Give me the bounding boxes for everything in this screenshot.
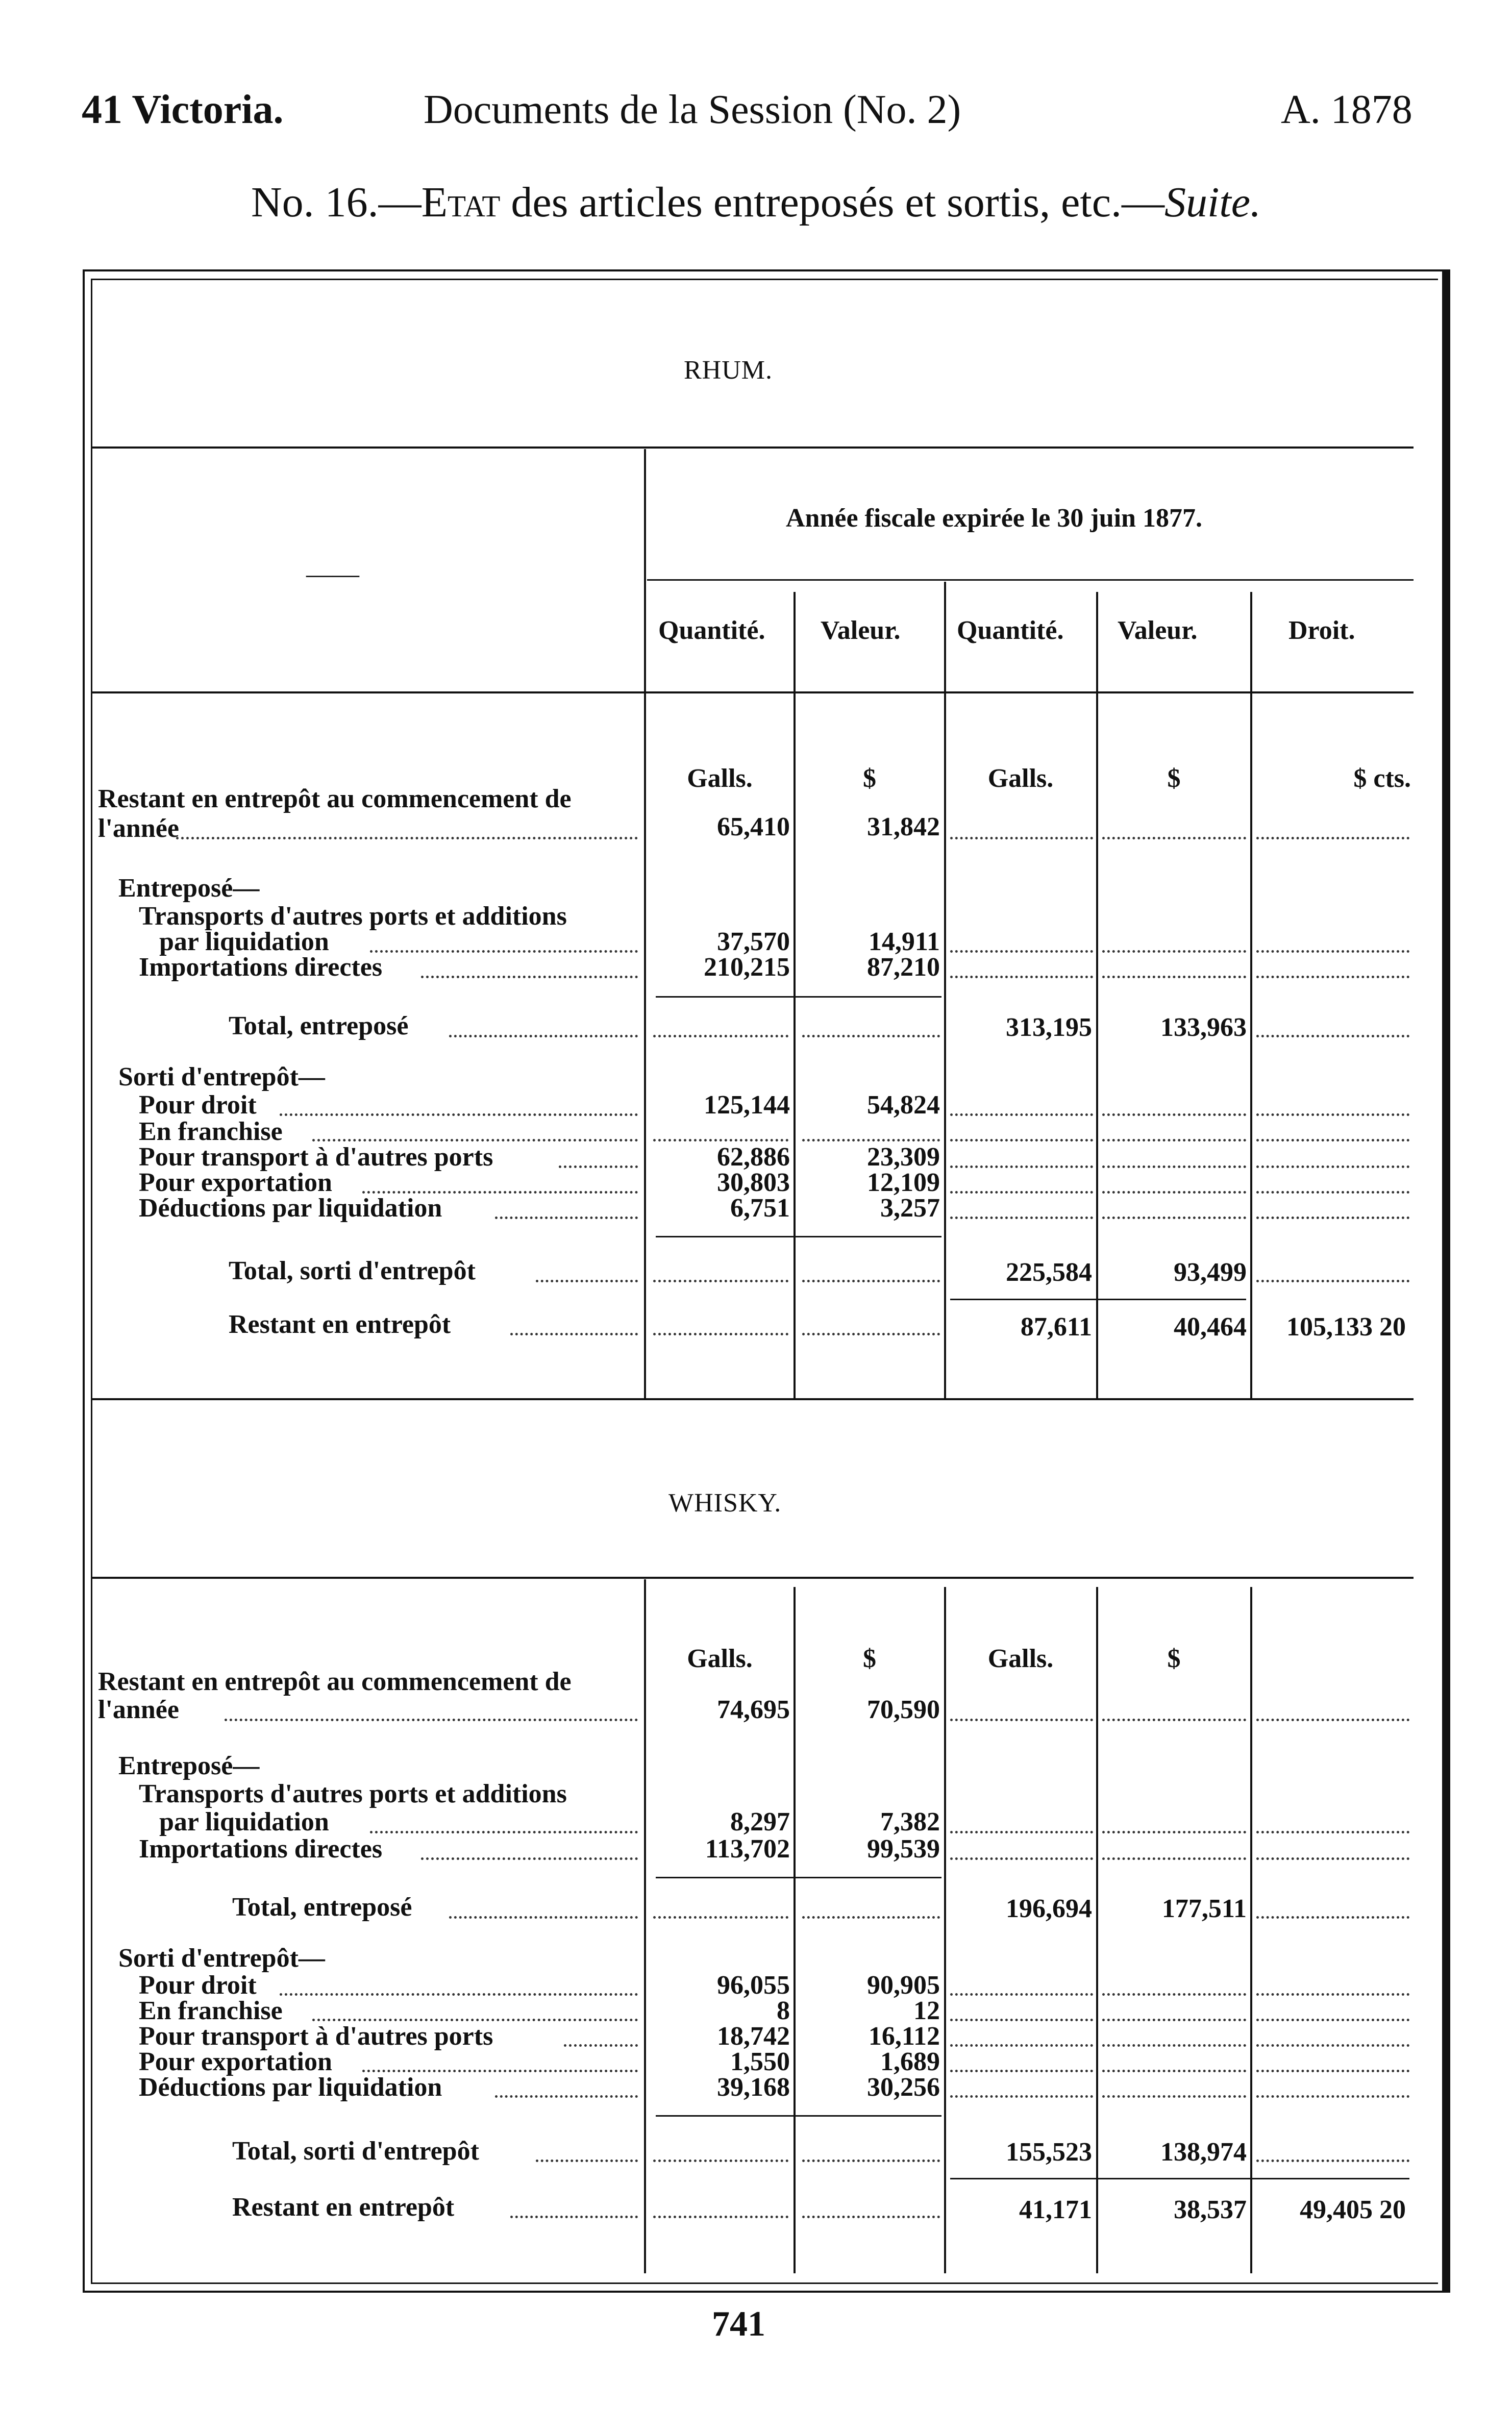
leader-dots	[950, 1719, 1093, 1721]
leader-dots	[1256, 2019, 1409, 2021]
rhum-pour-droit-val: 54,824	[867, 1090, 940, 1120]
rhum-total-entrepose-val: 133,963	[1160, 1013, 1247, 1042]
rhum-transports-qty: 37,570	[717, 927, 790, 956]
header-right: A. 1878	[1281, 87, 1412, 132]
leader-dots	[1256, 1113, 1409, 1116]
rhum-entrepose: Entreposé—	[118, 874, 260, 903]
leader-dots	[802, 1139, 940, 1141]
rhum-importations: Importations directes	[139, 953, 383, 982]
rule	[644, 1579, 646, 2273]
whisky-transport-qty: 18,742	[717, 2022, 790, 2051]
whisky-restant: Restant en entrepôt	[232, 2193, 455, 2222]
page-title	[0, 181, 1512, 224]
leader-dots	[495, 1217, 638, 1219]
whisky-unit-galls-1: Galls.	[687, 1644, 753, 1673]
leader-dots	[1102, 1857, 1246, 1860]
whisky-restant-qty: 41,171	[1019, 2195, 1092, 2224]
leader-dots	[653, 1916, 788, 1919]
rhum-transport: Pour transport à d'autres ports	[139, 1143, 493, 1172]
rule	[794, 1587, 796, 2273]
leader-dots	[1102, 837, 1246, 839]
rhum-deductions-qty: 6,751	[730, 1194, 790, 1223]
col-valeur-1: Valeur.	[821, 616, 901, 645]
rhum-total-sorti: Total, sorti d'entrepôt	[229, 1256, 476, 1285]
rhum-restant-droit: 105,133 20	[1286, 1312, 1406, 1342]
rule	[944, 582, 946, 1398]
whisky-restant-debut-l1: Restant en entrepôt au commencement de	[98, 1667, 572, 1696]
leader-dots	[312, 2019, 638, 2021]
rule	[794, 592, 796, 1398]
leader-dots	[421, 976, 638, 978]
leader-dots	[1256, 2070, 1409, 2072]
leader-dots	[1256, 1217, 1409, 1219]
leader-dots	[653, 1333, 788, 1335]
leader-dots	[362, 2070, 638, 2072]
leader-dots	[950, 2095, 1093, 2098]
whisky-transport: Pour transport à d'autres ports	[139, 2022, 493, 2051]
rhum-exportation-val: 12,109	[867, 1168, 940, 1197]
leader-dots	[1102, 976, 1246, 978]
leader-dots	[802, 1280, 940, 1282]
whisky-importations: Importations directes	[139, 1834, 383, 1864]
leader-dots	[950, 1113, 1093, 1116]
rhum-pour-droit: Pour droit	[139, 1090, 257, 1120]
leader-dots	[559, 1165, 638, 1168]
rhum-restant-qty: 87,611	[1020, 1312, 1092, 1342]
leader-dots	[1256, 1191, 1409, 1194]
whisky-total-sorti-val: 138,974	[1160, 2138, 1247, 2167]
leader-dots	[1256, 1719, 1409, 1721]
whisky-total-entrepose: Total, entreposé	[232, 1893, 412, 1922]
whisky-entrepose: Entreposé—	[118, 1751, 260, 1780]
leader-dots	[536, 1280, 638, 1282]
whisky-restant-debut-l2: l'année	[98, 1695, 179, 1724]
leader-dots	[225, 1719, 638, 1721]
rhum-pour-droit-qty: 125,144	[704, 1090, 790, 1120]
rhum-transports-l2: par liquidation	[159, 927, 329, 956]
leader-dots	[280, 1113, 638, 1116]
whisky-pour-droit-val: 90,905	[867, 1971, 940, 2000]
leader-dots	[950, 1191, 1093, 1194]
rhum-sorti: Sorti d'entrepôt—	[118, 1062, 325, 1091]
whisky-heading: WHISKY.	[668, 1488, 782, 1518]
leader-dots	[802, 2160, 940, 2162]
rule	[656, 1236, 941, 1237]
col-quantite-1: Quantité.	[658, 616, 765, 645]
leader-dots	[1256, 1035, 1409, 1037]
title-middle: des articles entreposés et sortis, etc.—	[500, 179, 1165, 226]
whisky-unit-dollar-1: $	[863, 1644, 876, 1673]
rhum-heading: RHUM.	[684, 356, 773, 385]
rule	[950, 2178, 1409, 2179]
title-suite: Suite.	[1164, 179, 1261, 226]
leader-dots	[653, 1035, 788, 1037]
fiscal-year-label: Année fiscale expirée le 30 juin 1877.	[786, 504, 1202, 533]
rule	[1096, 592, 1098, 1398]
leader-dots	[1102, 1993, 1246, 1996]
leader-dots	[950, 1139, 1093, 1141]
leader-dots	[449, 1035, 638, 1037]
whisky-transports-val: 7,382	[880, 1807, 940, 1837]
leader-dots	[1256, 1139, 1409, 1141]
whisky-deductions: Déductions par liquidation	[139, 2073, 442, 2102]
rhum-total-entrepose-qty: 313,195	[1006, 1013, 1092, 1042]
leader-dots	[653, 1280, 788, 1282]
whisky-pour-droit: Pour droit	[139, 1971, 257, 2000]
leader-dots	[950, 1857, 1093, 1860]
whisky-transports-qty: 8,297	[730, 1807, 790, 1837]
leader-dots	[802, 1916, 940, 1919]
leader-dots	[802, 1333, 940, 1335]
rhum-importations-qty: 210,215	[704, 953, 790, 982]
whisky-restant-debut-qty: 74,695	[717, 1695, 790, 1724]
whisky-total-entrepose-qty: 196,694	[1006, 1894, 1092, 1923]
whisky-en-franchise: En franchise	[139, 1996, 283, 2025]
whisky-deductions-val: 30,256	[867, 2073, 940, 2102]
col-quantite-2: Quantité.	[957, 616, 1064, 645]
leader-dots	[1256, 2044, 1409, 2047]
rhum-restant-debut-l2: l'année	[98, 814, 179, 843]
leader-dots	[1256, 1831, 1409, 1833]
whisky-pour-droit-qty: 96,055	[717, 1971, 790, 2000]
title-etat: Etat	[421, 179, 501, 226]
rhum-total-sorti-qty: 225,584	[1006, 1258, 1092, 1287]
leader-dots	[1102, 2070, 1246, 2072]
leader-dots	[1102, 2019, 1246, 2021]
leader-dots	[653, 1139, 788, 1141]
leader-dots	[802, 1035, 940, 1037]
rule	[1250, 1587, 1252, 2273]
whisky-sorti: Sorti d'entrepôt—	[118, 1944, 325, 1973]
leader-dots	[1102, 1217, 1246, 1219]
whisky-restant-droit: 49,405 20	[1300, 2195, 1406, 2224]
leader-dots	[1102, 1113, 1246, 1116]
rhum-total-entrepose: Total, entreposé	[229, 1011, 409, 1040]
unit-galls-1: Galls.	[687, 764, 753, 793]
rhum-restant-debut-val: 31,842	[867, 812, 940, 841]
whisky-restant-val: 38,537	[1174, 2195, 1247, 2224]
leader-dots	[1102, 1139, 1246, 1141]
rhum-restant: Restant en entrepôt	[229, 1310, 451, 1339]
leader-dots	[1102, 2095, 1246, 2098]
leader-dots	[950, 950, 1093, 953]
leader-dots	[802, 2216, 940, 2218]
col-droit: Droit.	[1288, 616, 1355, 645]
header-center: Documents de la Session (No. 2)	[424, 87, 961, 132]
rule	[1250, 592, 1252, 1398]
leader-dots	[1256, 976, 1409, 978]
col-valeur-2: Valeur.	[1118, 616, 1198, 645]
whisky-en-franchise-val: 12	[913, 1996, 940, 2025]
rule	[656, 1877, 941, 1878]
leader-dots	[653, 2216, 788, 2218]
leader-dots	[1256, 837, 1409, 839]
leader-dots	[1256, 1916, 1409, 1919]
whisky-exportation-qty: 1,550	[730, 2047, 790, 2076]
leader-dots	[370, 950, 638, 953]
rhum-en-franchise: En franchise	[139, 1117, 283, 1146]
rhum-restant-debut-l1: Restant en entrepôt au commencement de	[98, 784, 572, 813]
leader-dots	[370, 1831, 638, 1833]
rhum-transports-l1: Transports d'autres ports et additions	[139, 902, 567, 931]
whisky-transport-val: 16,112	[868, 2022, 940, 2051]
leader-dots	[176, 837, 638, 839]
leader-dots	[950, 2019, 1093, 2021]
leader-dots	[421, 1857, 638, 1860]
leader-dots	[653, 2160, 788, 2162]
whisky-importations-val: 99,539	[867, 1834, 940, 1864]
rhum-transports-val: 14,911	[868, 927, 940, 956]
leader-dots	[1102, 2044, 1246, 2047]
rule	[92, 446, 1414, 449]
whisky-importations-qty: 113,702	[705, 1834, 790, 1864]
rule	[644, 449, 646, 1398]
leader-dots	[510, 2216, 638, 2218]
whisky-unit-galls-2: Galls.	[987, 1644, 1054, 1673]
whisky-en-franchise-qty: 8	[777, 1996, 790, 2025]
leader-dots	[950, 1165, 1093, 1168]
header-left: 41 Victoria.	[82, 87, 284, 132]
whisky-total-entrepose-val: 177,511	[1161, 1894, 1247, 1923]
leader-dots	[950, 2044, 1093, 2047]
rule	[1096, 1587, 1098, 2273]
whisky-total-sorti-qty: 155,523	[1006, 2138, 1092, 2167]
leader-dots	[1256, 2095, 1409, 2098]
rhum-deductions: Déductions par liquidation	[139, 1194, 442, 1223]
unit-dollar-1: $	[863, 764, 876, 793]
leader-dots	[950, 1831, 1093, 1833]
unit-dollar-2: $	[1167, 764, 1181, 793]
rhum-transport-val: 23,309	[867, 1143, 940, 1172]
rule	[92, 1577, 1414, 1579]
leader-dots	[1102, 1831, 1246, 1833]
rhum-transport-qty: 62,886	[717, 1143, 790, 1172]
leader-dots	[1256, 1993, 1409, 1996]
whisky-exportation-val: 1,689	[880, 2047, 940, 2076]
rule	[92, 1398, 1414, 1400]
rhum-deductions-val: 3,257	[880, 1194, 940, 1223]
leader-dots	[950, 837, 1093, 839]
whisky-unit-dollar-2: $	[1167, 1644, 1181, 1673]
leader-dots	[564, 2044, 638, 2047]
leader-dots	[950, 2070, 1093, 2072]
stub-dash: ——	[306, 560, 359, 589]
leader-dots	[950, 1993, 1093, 1996]
rhum-restant-val: 40,464	[1174, 1312, 1247, 1342]
unit-droit: $ cts.	[1353, 764, 1411, 793]
leader-dots	[1102, 950, 1246, 953]
leader-dots	[1256, 1280, 1409, 1282]
leader-dots	[495, 2095, 638, 2098]
whisky-transports-l1: Transports d'autres ports et additions	[139, 1779, 567, 1808]
whisky-deductions-qty: 39,168	[717, 2073, 790, 2102]
rule	[647, 579, 1414, 581]
whisky-total-sorti: Total, sorti d'entrepôt	[232, 2137, 479, 2166]
whisky-exportation: Pour exportation	[139, 2047, 332, 2076]
leader-dots	[280, 1993, 638, 1996]
title-prefix: No. 16.—	[251, 179, 422, 226]
page-number: 741	[712, 2304, 765, 2344]
leader-dots	[1256, 2160, 1409, 2162]
rhum-restant-debut-qty: 65,410	[717, 812, 790, 841]
leader-dots	[536, 2160, 638, 2162]
leader-dots	[1102, 1165, 1246, 1168]
leader-dots	[1102, 1191, 1246, 1194]
rhum-exportation: Pour exportation	[139, 1168, 332, 1197]
rhum-importations-val: 87,210	[867, 953, 940, 982]
leader-dots	[950, 1217, 1093, 1219]
unit-galls-2: Galls.	[987, 764, 1054, 793]
rule	[656, 996, 941, 998]
leader-dots	[1102, 1719, 1246, 1721]
leader-dots	[510, 1333, 638, 1335]
whisky-restant-debut-val: 70,590	[867, 1695, 940, 1724]
rule	[656, 2115, 941, 2117]
leader-dots	[449, 1916, 638, 1919]
leader-dots	[312, 1139, 638, 1141]
rule	[92, 691, 1414, 693]
leader-dots	[1256, 950, 1409, 953]
rhum-exportation-qty: 30,803	[717, 1168, 790, 1197]
whisky-transports-l2: par liquidation	[159, 1807, 329, 1837]
rule	[944, 1587, 946, 2273]
leader-dots	[1256, 1165, 1409, 1168]
leader-dots	[1256, 1857, 1409, 1860]
rule	[950, 1299, 1246, 1300]
rhum-total-sorti-val: 93,499	[1174, 1258, 1247, 1287]
leader-dots	[950, 976, 1093, 978]
